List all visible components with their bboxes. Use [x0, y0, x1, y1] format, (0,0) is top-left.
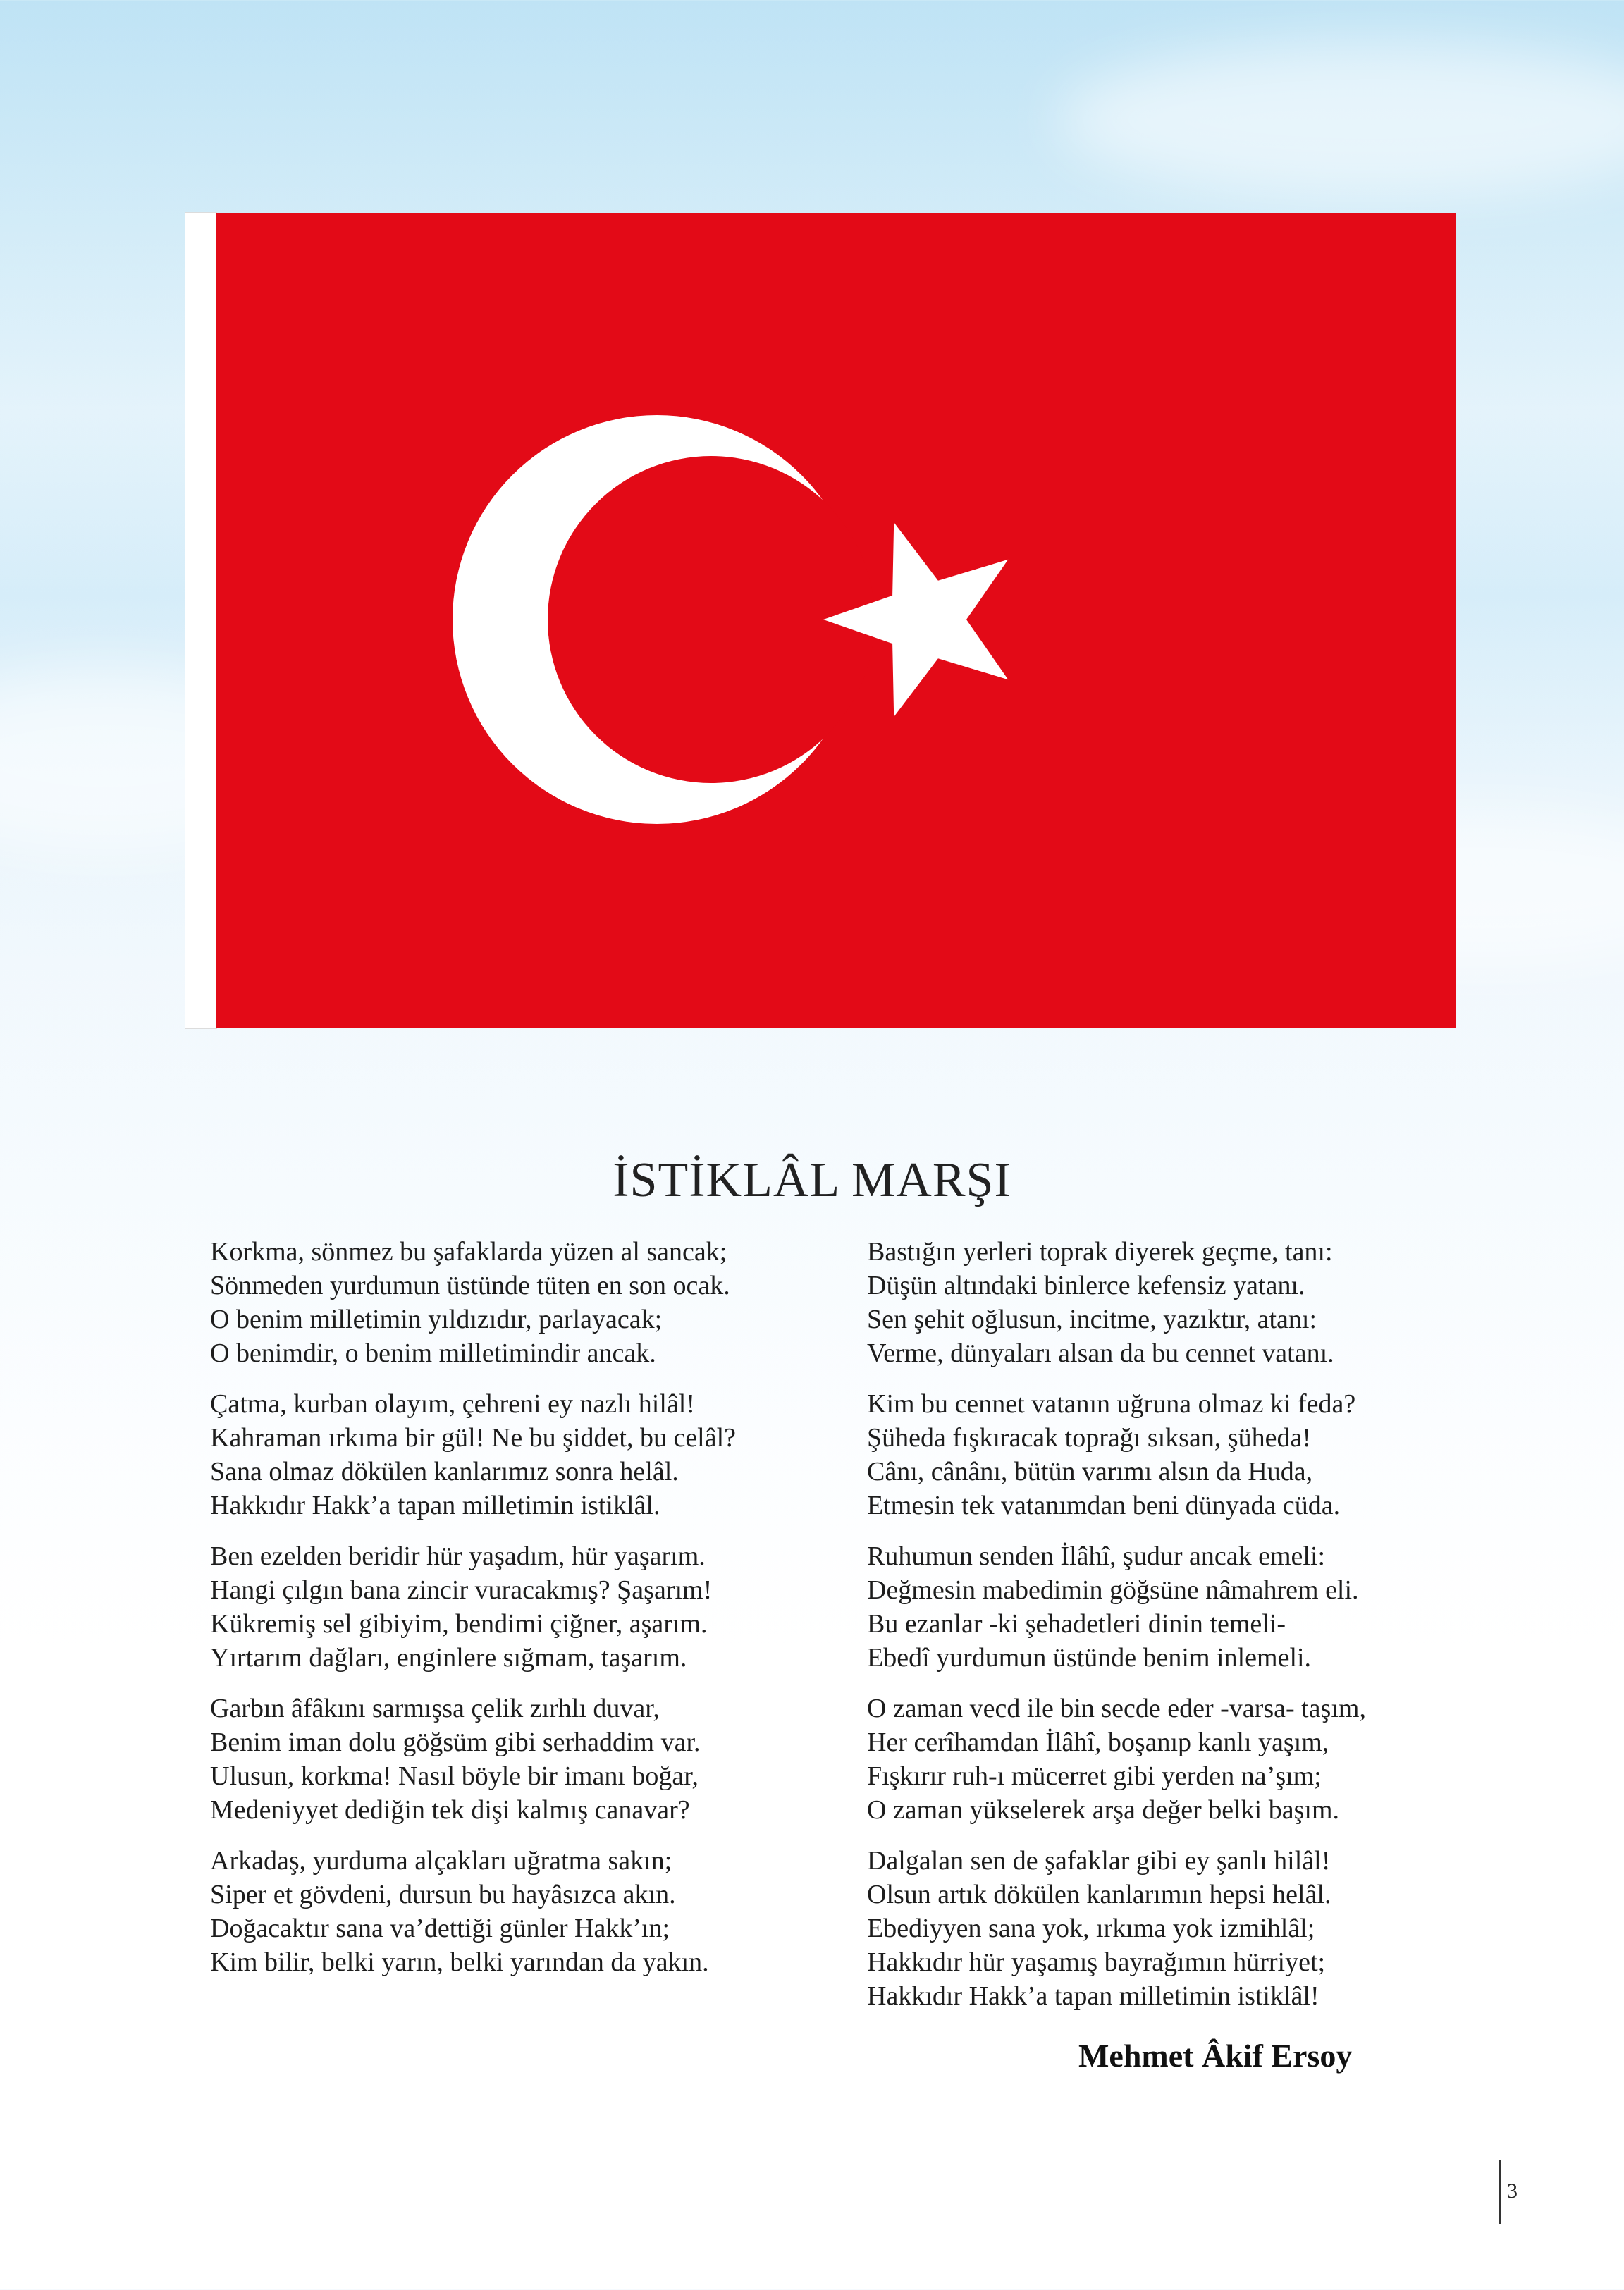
stanza: [210, 1692, 736, 1827]
poem-line: Ben ezelden beridir hür yaşadım, hür yaşarım.: [210, 1541, 706, 1571]
stanza: [210, 1539, 736, 1675]
poem-line: Ulusun, korkma! Nasıl böyle bir imanı boğar,: [210, 1761, 699, 1791]
poem-line: Doğacaktır sana va’dettiği günler Hakk’ın;: [210, 1914, 670, 1943]
poem-line: Medeniyyet dediğin tek dişi kalmış canavar?: [210, 1795, 690, 1825]
poem-line: Bu ezanlar -ki şehadetleri dinin temeli-: [867, 1609, 1286, 1639]
poem-left-column: [210, 1235, 736, 1996]
poem-line: Kim bu cennet vatanın uğruna olmaz ki feda?: [867, 1389, 1356, 1419]
flag-field: [216, 213, 1456, 1028]
page-number-divider: [1499, 2160, 1501, 2224]
poem-line: Sana olmaz dökülen kanlarımız sonra helâl.: [210, 1457, 679, 1486]
poem-line: Benim iman dolu göğsüm gibi serhaddim var.: [210, 1728, 701, 1757]
poem-line: Her cerîhamdan İlâhî, boşanıp kanlı yaşım,: [867, 1728, 1329, 1757]
stanza: [867, 1235, 1366, 1370]
stanza: [867, 1844, 1366, 2013]
poem-line: Sönmeden yurdumun üstünde tüten en son ocak.: [210, 1271, 730, 1300]
poem-line: Yırtarım dağları, enginlere sığmam, taşarım.: [210, 1643, 687, 1673]
page-title: İSTİKLÂL MARŞI: [613, 1153, 1011, 1207]
poem-line: Sen şehit oğlusun, incitme, yazıktır, atanı:: [867, 1305, 1317, 1334]
stanza: [867, 1539, 1366, 1675]
poem-line: Çatma, kurban olayım, çehreni ey nazlı hilâl!: [210, 1389, 695, 1419]
poem-line: Verme, dünyaları alsan da bu cennet vatanı.: [867, 1338, 1334, 1368]
page-number: 3: [1507, 2179, 1518, 2203]
stanza: [210, 1844, 736, 1979]
stanza: [867, 1692, 1366, 1827]
poem-line: Arkadaş, yurduma alçakları uğratma sakın;: [210, 1846, 672, 1876]
poem-line: Ebedî yurdumun üstünde benim inlemeli.: [867, 1643, 1312, 1673]
poem-line: Şüheda fışkıracak toprağı sıksan, şüheda!: [867, 1423, 1311, 1453]
poem-line: Ebediyyen sana yok, ırkıma yok izmihlâl;: [867, 1914, 1315, 1943]
stanza: [867, 1387, 1366, 1522]
poem-line: Hakkıdır Hakk’a tapan milletimin istiklâl.: [210, 1491, 660, 1520]
poem-line: Değmesin mabedimin göğsüne nâmahrem eli.: [867, 1575, 1359, 1605]
poem-line: Kahraman ırkıma bir gül! Ne bu şiddet, bu celâl?: [210, 1423, 737, 1453]
poem-line: Kükremiş sel gibiyim, bendimi çiğner, aşarım.: [210, 1609, 708, 1639]
poem-right-column: [867, 1235, 1366, 2030]
poem-line: Hakkıdır Hakk’a tapan milletimin istiklâl!: [867, 1981, 1320, 2011]
poem-line: Siper et gövdeni, dursun bu hayâsızca akın.: [210, 1880, 676, 1909]
poem-line: Ruhumun senden İlâhî, şudur ancak emeli:: [867, 1541, 1326, 1571]
flag-hoist: [185, 213, 216, 1028]
poem-line: Garbın âfâkını sarmışsa çelik zırhlı duvar,: [210, 1694, 660, 1723]
poem-line: Hakkıdır hür yaşamış bayrağımın hürriyet;: [867, 1947, 1326, 1977]
poem-line: Cânı, cânânı, bütün varımı alsın da Huda,: [867, 1457, 1313, 1486]
stanza: [210, 1387, 736, 1522]
poem-line: O zaman yükselerek arşa değer belki başım.: [867, 1795, 1340, 1825]
poem-line: Düşün altındaki binlerce kefensiz yatanı.: [867, 1271, 1305, 1300]
poem-line: Korkma, sönmez bu şafaklarda yüzen al sancak;: [210, 1237, 727, 1267]
poem-line: Hangi çılgın bana zincir vuracakmış? Şaşarım!: [210, 1575, 713, 1605]
poem-line: Kim bilir, belki yarın, belki yarından da yakın.: [210, 1947, 709, 1977]
stanza: [210, 1235, 736, 1370]
poem-line: Fışkırır ruh-ı mücerret gibi yerden na’şım;: [867, 1761, 1322, 1791]
sky-cloud: [1057, 42, 1624, 197]
poem-line: Etmesin tek vatanımdan beni dünyada cüda.: [867, 1491, 1341, 1520]
turkish-flag-icon: [185, 213, 1456, 1028]
poem-line: Dalgalan sen de şafaklar gibi ey şanlı hilâl!: [867, 1846, 1331, 1876]
author-name: Mehmet Âkif Ersoy: [1078, 2038, 1353, 2074]
poem-line: Bastığın yerleri toprak diyerek geçme, tanı:: [867, 1237, 1333, 1267]
poem-line: O benim milletimin yıldızıdır, parlayacak;: [210, 1305, 663, 1334]
poem-line: O benimdir, o benim milletimindir ancak.: [210, 1338, 656, 1368]
poem-line: O zaman vecd ile bin secde eder -varsa- taşım,: [867, 1694, 1366, 1723]
poem-line: Olsun artık dökülen kanlarımın hepsi helâl.: [867, 1880, 1331, 1909]
